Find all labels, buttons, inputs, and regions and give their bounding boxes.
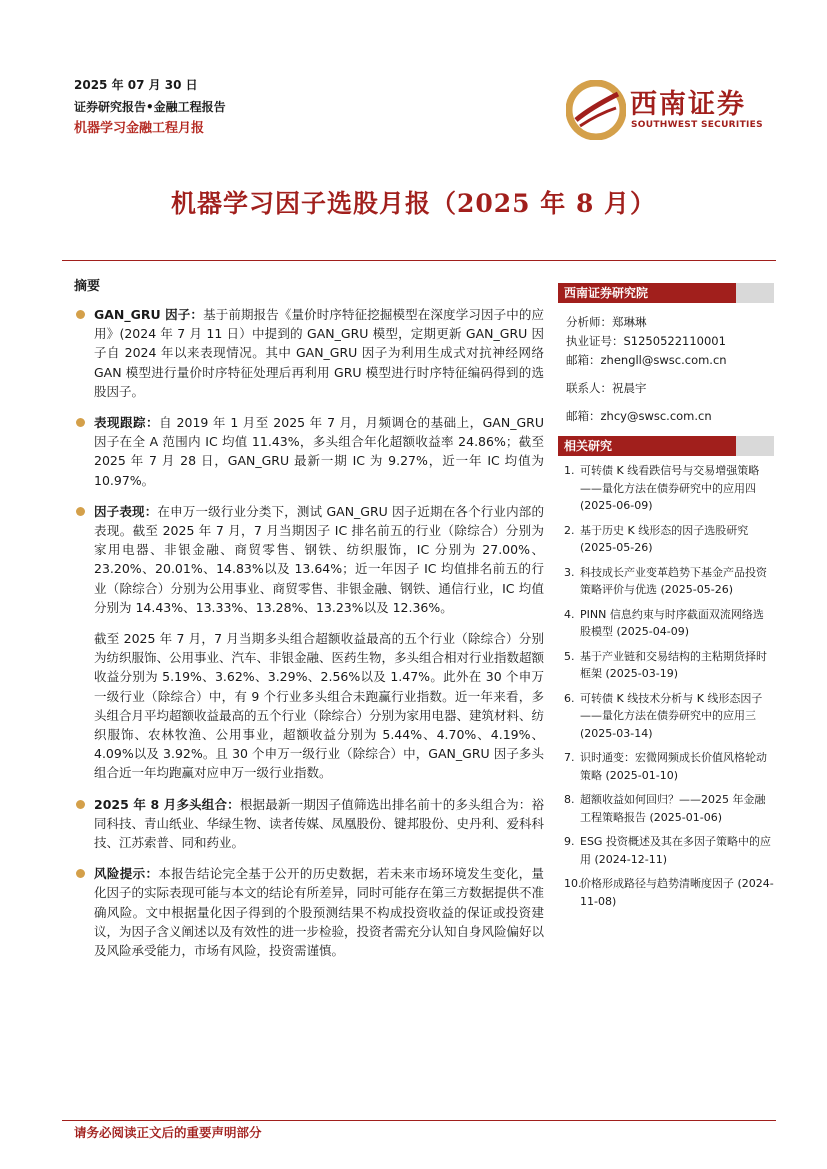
- report-series: 机器学习金融工程月报: [74, 121, 205, 136]
- abstract-paragraph: 表现跟踪：自 2019 年 1 月至 2025 年 7 月，月频调仓的基础上，GAN_GRU 因子在全 A 范围内 IC 均值 11.43%，多头组合年化超额收益率 24.86%；截至 2025 年 7 月 28 日，GAN_GRU 最新一期 IC 为 9.27%，近一年 IC 均值为 10.97%。: [74, 413, 544, 490]
- bullet-icon: [76, 418, 85, 427]
- bullet-icon: [76, 310, 85, 319]
- abstract-paragraph: 截至 2025 年 7 月，7 月当期多头组合超额收益最高的五个行业（除综合）分别为纺织服饰、公用事业、汽车、非银金融、医药生物，多头组合相对行业指数超额收益分别为 5.19%、3.62%、3.29%、2.56%以及 1.47%。此外在 30 个申万一级行业（除综合）中，有 9 个行业多头组合未跑赢行业指数。近一年来看，多头组合月平均超额收益最高的五个行业（除综合）分别为家用电器、建筑材料、纺织服饰、农林牧渔、公用事业，超额收益分别为 5.44%、4.70%、4.19%、4.09%以及 3.92%。且 30 个申万一级行业（除综合）中，GAN_GRU 因子多头组合近一年均跑赢对应申万一级行业指数。: [94, 631, 545, 781]
- logo-text-en: SOUTHWEST SECURITIES: [631, 120, 763, 130]
- list-item[interactable]: 7. 识时通变：宏微网频成长价值风格轮动策略 (2025-01-10): [564, 751, 767, 782]
- header-meta: [74, 74, 226, 140]
- analyst-name: 郑琳琳: [612, 315, 647, 329]
- abstract-heading: 摘要: [74, 279, 101, 294]
- title-divider: [62, 260, 776, 261]
- bullet-icon: [76, 800, 85, 809]
- list-item[interactable]: 2. 基于历史 K 线形态的因子选股研究 (2025-05-26): [564, 523, 749, 554]
- list-item[interactable]: 5. 基于产业链和交易结构的主粘期货择时框架 (2025-03-19): [564, 649, 767, 680]
- contact-name: 祝晨宇: [612, 381, 647, 395]
- report-category: 证券研究报告•金融工程报告: [74, 100, 226, 114]
- footer-divider: [62, 1120, 776, 1121]
- license-number: S1250522110001: [623, 334, 726, 348]
- report-title: 机器学习因子选股月报（2025 年 8 月）: [170, 189, 657, 218]
- report-date: 2025 年 07 月 30 日: [74, 78, 198, 92]
- company-logo: [566, 80, 776, 140]
- list-item[interactable]: 1. 可转债 K 线看跌信号与交易增强策略——量化方法在债券研究中的应用四 (2025-06-09): [564, 464, 760, 512]
- contact-email[interactable]: zhcy@swsc.com.cn: [600, 409, 712, 423]
- abstract-paragraph: 因子表现：在申万一级行业分类下，测试 GAN_GRU 因子近期在各个行业内部的表现。截至 2025 年 7 月，7 月当期因子 IC 排名前五的行业（除综合）分别为家用电器、非银金融、商贸零售、钢铁、纺织服饰，IC 分别为 27.00%、23.20%、20.01%、14.83%以及 13.64%；近一年因子 IC 均值排名前五的行业（除综合）分别为公用事业、商贸零售、非银金融、钢铁、通信行业，IC 均值分别为 14.43%、13.33%、13.28%、13.23%以及 12.36%。: [74, 502, 544, 617]
- bullet-icon: [76, 869, 85, 878]
- list-item[interactable]: 8. 超额收益如何回归？——2025 年金融工程策略报告 (2025-01-06): [564, 793, 766, 824]
- sidebar: [558, 283, 774, 917]
- footer-disclaimer: 请务必阅读正文后的重要声明部分: [74, 1125, 262, 1140]
- abstract-paragraph: GAN_GRU 因子：基于前期报告《量价时序特征挖掘模型在深度学习因子中的应用》(2024 年 7 月 11 日）中提到的 GAN_GRU 模型，定期更新 GAN_GRU 因子自 2024 年以来表现情况。其中 GAN_GRU 因子为利用生成式对抗神经网络 GAN 模型进行量价时序特征处理后再利用 GRU 模型进行时序特征编码得到的选股因子。: [74, 305, 544, 401]
- abstract-body: [74, 305, 544, 972]
- list-item[interactable]: 9. ESG 投资概述及其在多因子策略中的应用 (2024-12-11): [564, 835, 771, 866]
- abstract-paragraph: 2025 年 8 月多头组合：根据最新一期因子值筛选出排名前十的多头组合为：裕同科技、青山纸业、华绿生物、读者传媒、凤凰股份、键邦股份、史丹利、爱科科技、江苏索普、同和药业。: [74, 795, 544, 853]
- related-list: [558, 462, 774, 910]
- institute-heading: 西南证券研究院: [558, 283, 774, 303]
- list-item[interactable]: 6. 可转债 K 线技术分析与 K 线形态因子——量化方法在债券研究中的应用三 (2025-03-14): [564, 691, 763, 740]
- related-heading: 相关研究: [558, 436, 774, 456]
- list-item[interactable]: 3. 科技成长产业变革趋势下基金产品投资策略评价与优选 (2025-05-26): [564, 565, 767, 596]
- logo-mark-icon: [566, 80, 626, 140]
- analyst-info: 分析师：郑琳琳 执业证号：S1250522110001 邮箱：zhengll@swsc.com.cn 联系人：祝晨宇 邮箱：zhcy@swsc.com.cn: [566, 315, 727, 423]
- analyst-email[interactable]: zhengll@swsc.com.cn: [600, 353, 727, 367]
- list-item[interactable]: 10. 价格形成路径与趋势清晰度因子 (2024-11-08): [564, 877, 774, 908]
- related-research: [558, 436, 774, 910]
- list-item[interactable]: 4. PINN 信息约束与时序截面双流网络选股模型 (2025-04-09): [564, 607, 764, 638]
- bullet-icon: [76, 507, 85, 516]
- abstract-paragraph: 风险提示：本报告结论完全基于公开的历史数据，若未来市场环境发生变化，量化因子的实际表现可能与本文的结论有所差异，同时可能存在第三方数据提供不准确风险。文中根据量化因子得到的个股预测结果不构成投资收益的保证或投资建议，为因子含义阐述以及有效性的进一步检验，投资者需充分认知自身风险偏好以及风险承受能力，市场有风险，投资需谨慎。: [74, 864, 544, 960]
- logo-text-cn: 西南证券: [630, 89, 746, 120]
